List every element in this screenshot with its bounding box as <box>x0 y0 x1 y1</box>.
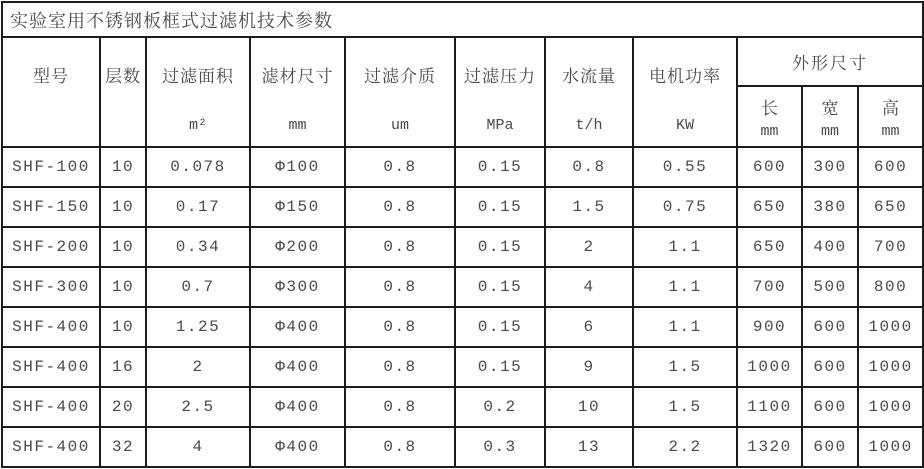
table-row <box>2 147 923 187</box>
col-label: 型号 <box>33 69 69 88</box>
table-cell: 0.34 <box>146 227 250 267</box>
sub-header-width <box>802 86 858 147</box>
page-title: 实验室用不锈钢板框式过滤机技术参数 <box>2 2 923 37</box>
col-label: 电机功率 <box>649 69 721 88</box>
table-cell: 1000 <box>858 427 923 467</box>
table-cell: 600 <box>802 387 858 427</box>
sub-label: 长 <box>761 100 778 120</box>
table-row <box>2 187 923 227</box>
table-cell: 20 <box>100 387 146 427</box>
table-cell: 4 <box>545 267 633 307</box>
table-cell: 650 <box>858 187 923 227</box>
col-unit: um <box>390 117 409 134</box>
col-unit: t/h <box>575 117 603 134</box>
table-cell: 1.25 <box>146 307 250 347</box>
table-cell: Φ150 <box>250 187 345 227</box>
col-unit: MPa <box>486 117 514 134</box>
table-cell: SHF-400 <box>2 347 100 387</box>
table-title-row <box>2 2 923 37</box>
table-cell: 0.15 <box>455 187 545 227</box>
table-cell: Φ400 <box>250 347 345 387</box>
table-cell: SHF-400 <box>2 307 100 347</box>
table-cell: 700 <box>858 227 923 267</box>
table-cell: 1.1 <box>633 307 737 347</box>
table-cell: 32 <box>100 427 146 467</box>
col-header-model <box>2 37 100 147</box>
table-cell: 0.75 <box>633 187 737 227</box>
table-cell: 10 <box>100 187 146 227</box>
table-cell: 10 <box>100 147 146 187</box>
table-cell: 0.7 <box>146 267 250 307</box>
table-cell: 0.8 <box>345 147 455 187</box>
col-label: 水流量 <box>562 69 616 88</box>
table-cell: Φ300 <box>250 267 345 307</box>
table-cell: 10 <box>100 267 146 307</box>
table-cell: SHF-300 <box>2 267 100 307</box>
table-cell: 1000 <box>737 347 802 387</box>
col-header-media-size <box>250 37 345 147</box>
col-label: 层数 <box>105 69 141 88</box>
table-cell: 1.1 <box>633 267 737 307</box>
col-label: 过滤压力 <box>464 69 536 88</box>
sub-unit: mm <box>881 122 900 140</box>
table-row <box>2 307 923 347</box>
sub-label: 宽 <box>821 100 839 120</box>
table-cell: 0.078 <box>146 147 250 187</box>
col-group-header-dimensions <box>737 37 923 86</box>
table-cell: 10 <box>100 307 146 347</box>
sub-header-length <box>737 86 802 147</box>
table-cell: 600 <box>802 427 858 467</box>
table-cell: Φ400 <box>250 427 345 467</box>
col-label: 过滤面积 <box>162 69 234 88</box>
table-cell: 900 <box>737 307 802 347</box>
table-cell: 13 <box>545 427 633 467</box>
col-unit: KW <box>675 117 694 134</box>
table-cell: 0.8 <box>345 387 455 427</box>
table-cell: 600 <box>858 147 923 187</box>
table-cell: 0.15 <box>455 307 545 347</box>
table-cell: 1100 <box>737 387 802 427</box>
table-cell: 500 <box>802 267 858 307</box>
sub-unit: mm <box>820 122 839 140</box>
table-cell: 1000 <box>858 307 923 347</box>
col-header-motor-power <box>633 37 737 147</box>
table-row <box>2 387 923 427</box>
table-cell: 380 <box>802 187 858 227</box>
table-cell: 0.8 <box>345 227 455 267</box>
table-row <box>2 267 923 307</box>
table-cell: SHF-200 <box>2 227 100 267</box>
table-cell: 1.5 <box>545 187 633 227</box>
table-cell: 0.2 <box>455 387 545 427</box>
table-cell: 0.8 <box>345 187 455 227</box>
table-cell: Φ400 <box>250 387 345 427</box>
col-header-layers <box>100 37 146 147</box>
table-cell: 1000 <box>858 387 923 427</box>
table-row <box>2 347 923 387</box>
table-cell: 0.15 <box>455 227 545 267</box>
table-cell: SHF-400 <box>2 387 100 427</box>
sub-unit: mm <box>760 122 779 140</box>
col-label: 滤材尺寸 <box>261 69 334 88</box>
table-row <box>2 227 923 267</box>
col-label: 过滤介质 <box>364 69 436 88</box>
table-cell: 0.15 <box>455 147 545 187</box>
table-cell: 0.15 <box>455 347 545 387</box>
table-cell: 6 <box>545 307 633 347</box>
table-cell: 300 <box>802 147 858 187</box>
table-cell: 2 <box>146 347 250 387</box>
col-unit: mm <box>288 117 307 134</box>
table-cell: 650 <box>737 187 802 227</box>
table-row <box>2 427 923 467</box>
table-cell: 0.8 <box>545 147 633 187</box>
table-cell: 0.8 <box>345 267 455 307</box>
table-cell: 800 <box>858 267 923 307</box>
table-cell: 600 <box>802 347 858 387</box>
table-cell: 2 <box>545 227 633 267</box>
table-cell: 650 <box>737 227 802 267</box>
table-body <box>2 147 923 467</box>
col-header-filter-pressure <box>455 37 545 147</box>
header-row-main <box>2 37 923 86</box>
table-cell: 1.5 <box>633 387 737 427</box>
table-cell: 0.3 <box>455 427 545 467</box>
sub-label: 高 <box>882 100 900 120</box>
table-cell: 10 <box>100 227 146 267</box>
table-cell: 4 <box>146 427 250 467</box>
table-cell: 0.15 <box>455 267 545 307</box>
table-cell: 700 <box>737 267 802 307</box>
spec-table <box>1 1 924 468</box>
table-cell: 1320 <box>737 427 802 467</box>
table-cell: 10 <box>545 387 633 427</box>
table-cell: 2.5 <box>146 387 250 427</box>
table-cell: 0.17 <box>146 187 250 227</box>
table-cell: 400 <box>802 227 858 267</box>
table-cell: 600 <box>737 147 802 187</box>
table-cell: 600 <box>802 307 858 347</box>
table-cell: 9 <box>545 347 633 387</box>
col-header-filter-area <box>146 37 250 147</box>
table-cell: 16 <box>100 347 146 387</box>
table-cell: 1000 <box>858 347 923 387</box>
group-label: 外形尺寸 <box>792 55 869 75</box>
table-cell: 0.8 <box>345 427 455 467</box>
table-cell: SHF-400 <box>2 427 100 467</box>
table-cell: Φ200 <box>250 227 345 267</box>
table-cell: 0.55 <box>633 147 737 187</box>
col-header-water-flow <box>545 37 633 147</box>
table-cell: 0.8 <box>345 307 455 347</box>
table-cell: 1.5 <box>633 347 737 387</box>
table-cell: Φ100 <box>250 147 345 187</box>
col-unit <box>101 117 145 135</box>
col-unit <box>3 117 99 135</box>
table-cell: Φ400 <box>250 307 345 347</box>
table-cell: SHF-100 <box>2 147 100 187</box>
table-cell: 1.1 <box>633 227 737 267</box>
col-unit: m² <box>188 117 207 134</box>
table-cell: 2.2 <box>633 427 737 467</box>
table-cell: 0.8 <box>345 347 455 387</box>
sub-header-height <box>858 86 923 147</box>
col-header-filter-medium <box>345 37 455 147</box>
table-cell: SHF-150 <box>2 187 100 227</box>
